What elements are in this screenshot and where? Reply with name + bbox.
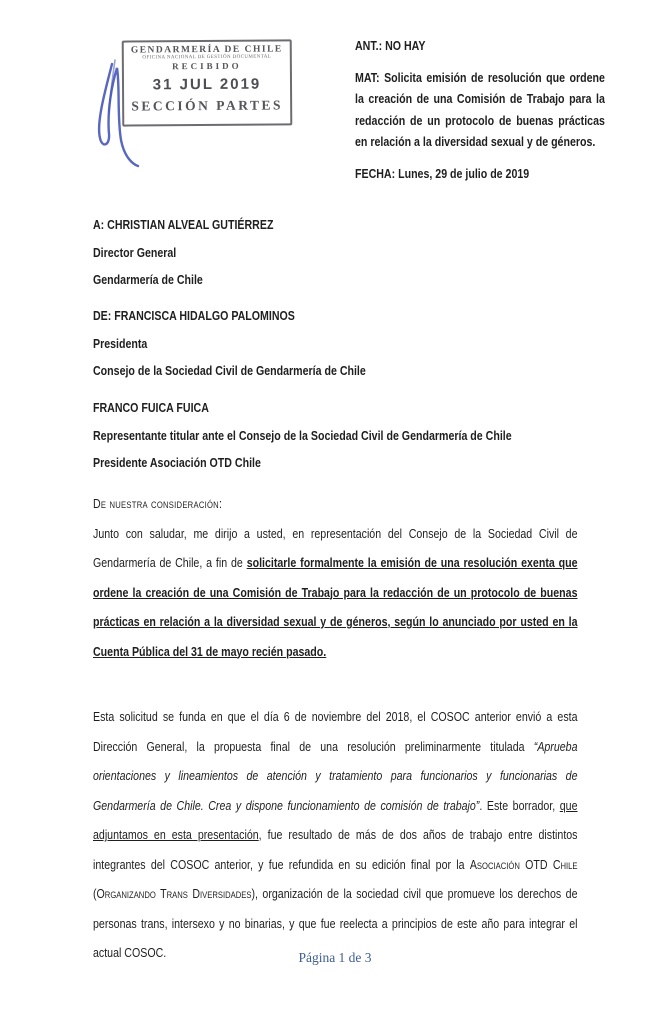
text-segment: . Este borrador, [479, 798, 560, 813]
stamp-received-label: RECIBIDO [172, 60, 242, 72]
emphasized-request-text: solicitarle formalmente la emisión de una resolución exenta que ordene la creación de una Comisión de Trabajo para la redacción de un protocolo de buenas prácticas en relación a la diversidad sexual y de géneros, según lo anunciado por usted en la Cuenta Pública del 31 de mayo recién pasado. [93, 556, 578, 659]
page-number: Página 1 de 3 [298, 950, 372, 965]
underlined-attachment-text: que adjuntamos en esta presentación [93, 798, 578, 842]
recipient-name: A: CHRISTIAN ALVEAL GUTIÉRREZ [93, 218, 274, 232]
paragraph-1 [93, 520, 578, 668]
sender-block-representative [93, 395, 578, 478]
page-footer [0, 950, 670, 966]
text-segment: Esta solicitud se funda en que el día 6 de noviembre del 2018, el COSOC anterior envió a esta Dirección General, la propuesta final de una resolución preliminarmente titulada [93, 710, 578, 754]
resolution-title-text: “Aprueba orientaciones y lineamientos de atención y tratamiento para funcionarios y funcionarias de Gendarmería de Chile. Crea y dispone funcionamiento de comisión de trabajo” [93, 739, 578, 813]
stamp-office-line: OFICINA NACIONAL DE GESTIÓN DOCUMENTAL [142, 54, 272, 61]
stamp-section-label: SECCIÓN PARTES [131, 97, 284, 114]
text-segment: Junto con saludar, me dirijo a usted, en representación del Consejo de la Sociedad Civil de Gendarmería de Chile, a fin de [93, 526, 578, 570]
sender-org: Consejo de la Sociedad Civil de Gendarmería de Chile [93, 364, 366, 378]
fecha-line: FECHA: Lunes, 29 de julio de 2019 [355, 166, 530, 181]
signature-mark [86, 50, 150, 172]
recipient-role: Director General [93, 245, 177, 260]
recipient-org: Gendarmería de Chile [93, 273, 203, 287]
stamp-date: 31 JUL 2019 [152, 75, 262, 94]
sender-name: FRANCO FUICA FUICA [93, 401, 209, 415]
sender-role: Representante titular ante el Consejo de la Sociedad Civil de Gendarmería de Chile [93, 428, 512, 443]
salutation: De nuestra consideración: [93, 497, 223, 511]
text-segment: , organización de la sociedad civil que promueve los derechos de personas trans, intersexo y no binarias, y que fue reelecta a principios de este año para integrar el actual COSOC. [93, 887, 578, 960]
organization-name-text: Asociación OTD Chile (Organizando Trans Diversidades) [93, 857, 578, 901]
sender-org: Presidente Asociación OTD Chile [93, 456, 261, 470]
text-segment: , fue resultado de más de dos años de trabajo entre distintos integrantes del COSOC anterior, y fue refundida en su edición final por la [93, 828, 578, 872]
sender-block-president [93, 303, 578, 386]
paragraph-2 [93, 703, 578, 969]
sender-role: Presidenta [93, 336, 148, 351]
sender-name: DE: FRANCISCA HIDALGO PALOMINOS [93, 309, 295, 323]
recipient-block [93, 212, 578, 295]
mat-line: MAT: Solicita emisión de resolución que ordene la creación de una Comisión de Trabajo para la redacción de un protocolo de buenas prácticas en relación a la diversidad sexual y de géneros. [355, 70, 605, 149]
letter-body [93, 490, 578, 969]
stamp-org-line: GENDARMERÍA DE CHILE [130, 44, 283, 56]
ant-line: ANT.: NO HAY [355, 39, 426, 53]
reference-block [355, 36, 605, 185]
